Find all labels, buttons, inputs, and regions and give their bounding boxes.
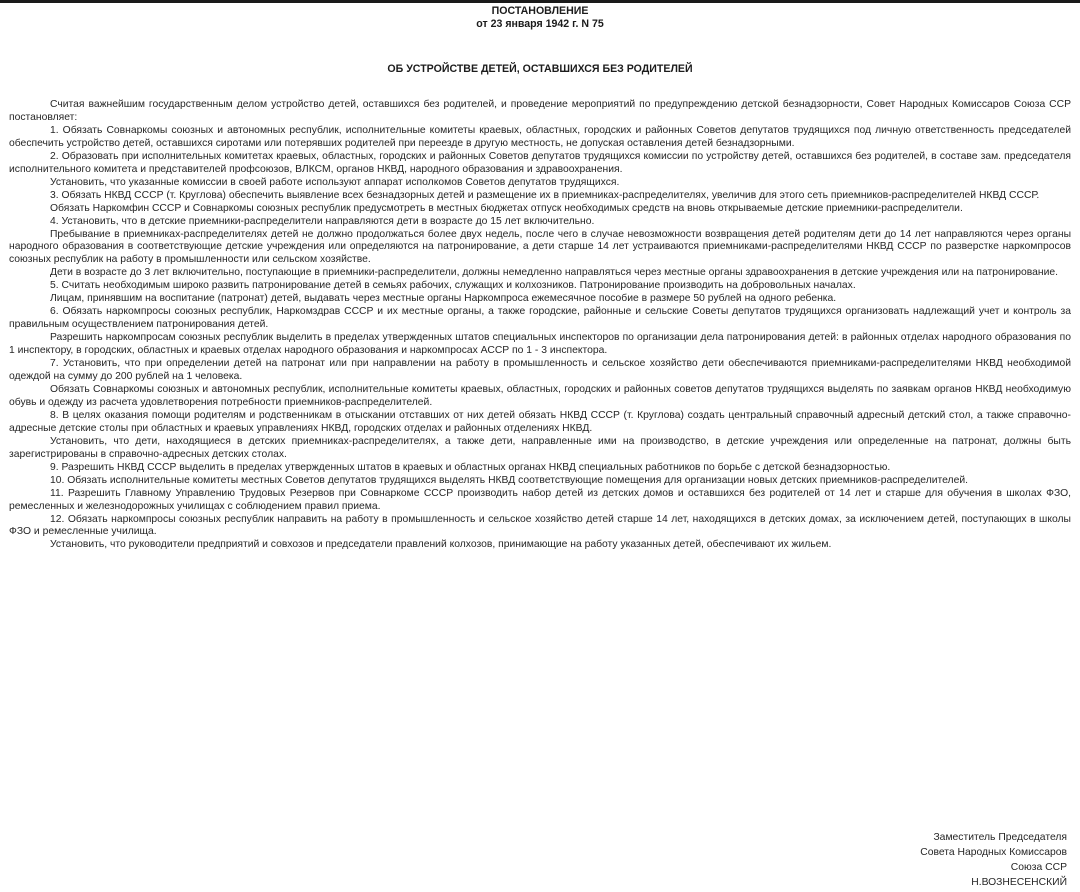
paragraph: Считая важнейшим государственным делом устройство детей, оставшихся без родителей, и проведение мероприятий по предупреждению детской безнадзорности, Совет Народных Комиссаров Союза ССР постановляет: [9, 99, 1071, 123]
signature-union: Союза ССР [1010, 862, 1067, 873]
paragraph: Пребывание в приемниках-распределителях детей не должно продолжаться более двух недель, после чего в случае невозможности возвращения детей родителям дети до 14 лет направляются через органы народного образования в соответствующие детские учреждения или определяются на патронирование, а дети старше 14 лет устраиваются приемниками-распределителями НКВД СССР по разверстке наркомпросов союзных республик на работу в промышленности или сельском хозяйстве. [9, 228, 1071, 266]
paragraph: Обязать Наркомфин СССР и Совнаркомы союзных республик предусмотреть в местных бюджетах отпуск необходимых средств на вновь открываемые детские приемники-распределители. [50, 202, 963, 214]
paragraph: Обязать Совнаркомы союзных и автономных республик, исполнительные комитеты краевых, областных, городских и районных советов депутатов трудящихся выделять по заявкам органов НКВД необходимую обувь и одежду из расчета удовлетворения потребности приемников-распределителей. [9, 383, 1071, 408]
paragraph: Лицам, принявшим на воспитание (патронат) детей, выдавать через местные органы Наркомпроса ежемесячное пособие в размере 50 рублей на одного ребенка. [50, 293, 837, 305]
paragraph: 1. Обязать Совнаркомы союзных и автономных республик, исполнительные комитеты краевых, областных, городских и районных Советов депутатов трудящихся под личную ответственность председателей обеспечить устройство детей, оставшихся сиротами или потерявших родителей при переезде в другую местность, не допуская оставления детей безнадзорными. [9, 124, 1071, 149]
paragraph: Установить, что указанные комиссии в своей работе используют аппарат исполкомов Советов депутатов трудящихся. [50, 176, 620, 188]
paragraph: Установить, что дети, находящиеся в детских приемниках-распределителях, а также дети, направленные ими на производство, в детские учреждения или определенные на патронат, должны быть зарегистрированы в справочно-адресных детских столах. [9, 435, 1071, 460]
paragraph: 8. В целях оказания помощи родителям и родственникам в отыскании отставших от них детей обязать НКВД СССР (т. Круглова) создать центральный справочный адресный детский стол, а также справочно-адресные детские столы при областных и краевых управлениях НКВД, городских отделах и районных отделениях НКВД. [9, 409, 1071, 434]
document-date: от 23 января 1942 г. N 75 [476, 18, 604, 30]
document-body [9, 99, 1071, 552]
paragraph: 3. Обязать НКВД СССР (т. Круглова) обеспечить выявление всех безнадзорных детей и размещение их в приемниках-распределителях, увеличив для этого сеть приемников-распределителей НКВД СССР. [50, 189, 1040, 201]
paragraph: 9. Разрешить НКВД СССР выделить в пределах утвержденных штатов в краевых и областных органах НКВД специальных работников по борьбе с детской безнадзорностью. [50, 461, 891, 473]
paragraph: 10. Обязать исполнительные комитеты местных Советов депутатов трудящихся выделять НКВД соответствующие помещения для организации новых детских приемников-распределителей. [50, 474, 968, 486]
signature-block [920, 830, 1067, 890]
signature-position: Заместитель Председателя [933, 832, 1067, 843]
document-page [9, 5, 1071, 552]
paragraph: 2. Образовать при исполнительных комитетах краевых, областных, городских и районных Советов депутатов трудящихся комиссии по устройству детей, оставшихся без родителей, в составе зам. председателя исполнительного комитета и представителей профсоюзов, ВЛКСМ, органов НКВД, народного образования и здравоохранения. [9, 150, 1071, 175]
paragraph: 5. Считать необходимым широко развить патронирование детей в семьях рабочих, служащих и колхозников. Патронирование производить на добровольных началах. [50, 280, 856, 292]
paragraph: 7. Установить, что при определении детей на патронат или при направлении на работу в промышленность и сельское хозяйство дети обеспечиваются приемниками-распределителями НКВД необходимой одеждой на сумму до 200 рублей на 1 человека. [9, 358, 1071, 383]
paragraph: Разрешить наркомпросам союзных республик выделить в пределах утвержденных штатов специальных инспекторов по организации дела патронирования детей: в районных отделах народного образования по 1 инспектору, в городских, областных и краевых отделах народного образования и наркомпросах АССР по 1 - 3 инспектора. [9, 332, 1071, 357]
paragraph: Дети в возрасте до 3 лет включительно, поступающие в приемники-распределители, должны немедленно направляться через местные органы здравоохранения в детские учреждения или на патронирование. [50, 267, 1058, 279]
paragraph: 4. Установить, что в детские приемники-распределители направляются дети в возрасте до 15 лет включительно. [50, 215, 595, 227]
paragraph: 11. Разрешить Главному Управлению Трудовых Резервов при Совнаркоме СССР производить набор детей из детских домов и оставшихся без родителей от 14 лет и старше для обучения в школах ФЗО, ремесленных и железнодорожных училищах с соблюдением правил приема. [9, 487, 1071, 512]
signature-council: Совета Народных Комиссаров [920, 847, 1067, 858]
signature-name: Н.ВОЗНЕСЕНСКИЙ [971, 877, 1067, 888]
top-border [0, 0, 1080, 3]
document-subtitle: ОБ УСТРОЙСТВЕ ДЕТЕЙ, ОСТАВШИХСЯ БЕЗ РОДИТЕЛЕЙ [387, 63, 693, 75]
paragraph: 12. Обязать наркомпросы союзных республик направить на работу в промышленность и сельское хозяйство детей старше 14 лет, находящихся в детских домах, за исключением детей, поступающих в школы ФЗО и ремесленные училища. [9, 513, 1071, 538]
paragraph: 6. Обязать наркомпросы союзных республик, Наркомздрав СССР и их местные органы, а также городские, районные и сельские Советы депутатов трудящихся организовать надлежащий учет и контроль за правильным осуществлением патронирования детей. [9, 306, 1071, 331]
document-title: ПОСТАНОВЛЕНИЕ [491, 5, 589, 17]
paragraph: Установить, что руководители предприятий и совхозов и председатели правлений колхозов, принимающие на работу указанных детей, обеспечивают их жильем. [50, 539, 832, 551]
